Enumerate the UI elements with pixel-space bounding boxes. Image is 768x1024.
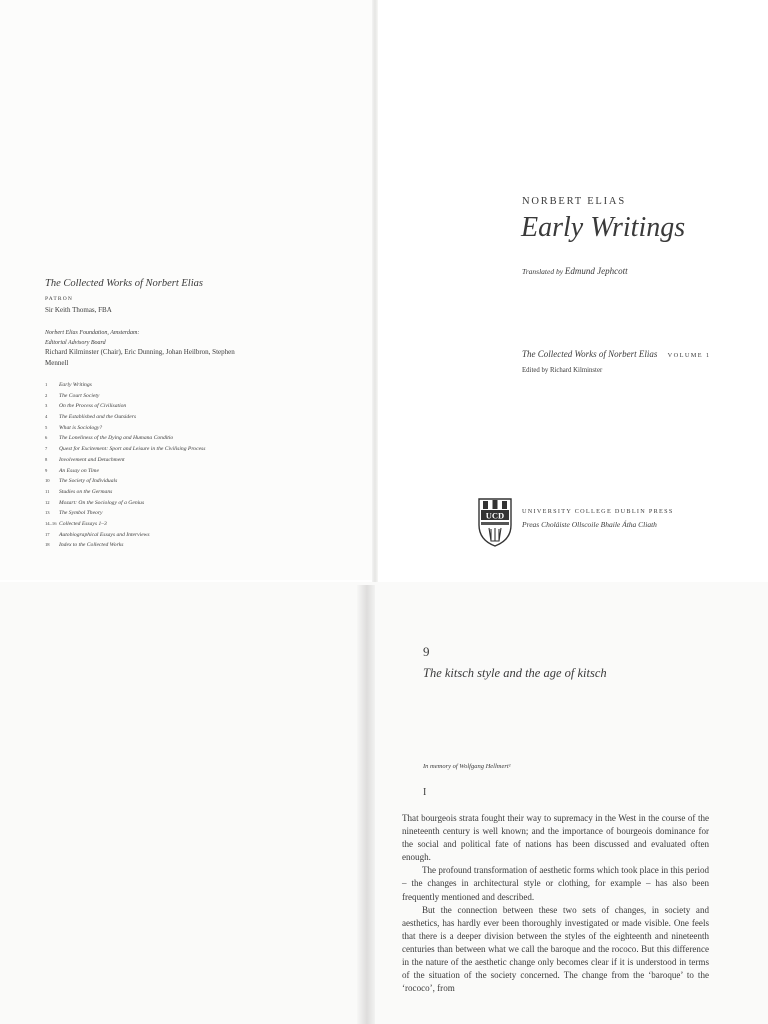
volume-list	[45, 380, 205, 551]
volume-item	[45, 476, 205, 487]
volume-item	[45, 391, 205, 402]
volume-number: 6	[45, 435, 48, 441]
body-text	[402, 812, 709, 995]
volume-title: Autobiographical Essays and Interviews	[59, 531, 150, 538]
volume-item	[45, 530, 205, 541]
volume-title: The Loneliness of the Dying and Humana Conditio	[59, 435, 174, 442]
volume-number: 18	[45, 542, 50, 548]
volume-title: What is Sociology?	[59, 424, 103, 431]
book-title: Early Writings	[521, 212, 686, 243]
series-name: The Collected Works of Norbert Elias	[522, 349, 658, 359]
volume-title: Early Writings	[59, 382, 92, 388]
volume-number: 17	[45, 531, 50, 537]
press-name: UNIVERSITY COLLEGE DUBLIN PRESS	[522, 508, 674, 515]
translator-credit	[522, 266, 628, 276]
volume-item	[45, 433, 205, 444]
volume-number: 12	[45, 499, 50, 505]
translator-name: Edmund Jephcott	[564, 266, 628, 276]
section-number: I	[423, 787, 427, 798]
volume-title: Studies on the Germans	[59, 488, 113, 495]
patron-label: PATRON	[45, 296, 74, 302]
volume-item	[45, 412, 205, 423]
excerpt-gutter	[357, 585, 375, 1024]
volume-title: Index to the Collected Works	[59, 542, 124, 549]
volume-title: The Established and the Outsiders	[59, 414, 137, 421]
volume-item	[45, 380, 205, 391]
volume-title: The Symbol Theory	[59, 510, 103, 517]
volume-number: 2	[45, 392, 48, 398]
volume-item	[45, 423, 205, 434]
volume-label: VOLUME 1	[667, 352, 711, 359]
editor-credit: Edited by Richard Kilminster	[522, 367, 603, 374]
volume-item	[45, 519, 205, 530]
translated-by-label: Translated by	[522, 267, 564, 276]
advisory-board-label: Editorial Advisory Board	[45, 340, 106, 346]
volume-number: 14–16	[45, 520, 57, 526]
volume-title: The Court Society	[59, 392, 100, 399]
volume-title: Involvement and Detachment	[59, 456, 125, 463]
volume-item	[45, 498, 205, 509]
volume-item	[45, 401, 205, 412]
press-irish-name: Preas Choláiste Ollscoile Bhaile Átha Cliath	[522, 520, 657, 529]
chapter-number: 9	[423, 644, 430, 659]
left-page	[0, 0, 374, 580]
series-title: The Collected Works of Norbert Elias	[45, 278, 203, 289]
volume-number: 3	[45, 403, 48, 409]
paragraph: That bourgeois strata fought their way to supremacy in the West in the course of the nineteenth century is well known; and the importance of bourgeois dominance for the social and political fate of nations has been discussed and evaluated often enough.	[402, 813, 709, 863]
volume-number: 11	[45, 488, 50, 494]
volume-number: 8	[45, 456, 48, 462]
volume-number: 4	[45, 414, 48, 420]
volume-number: 5	[45, 424, 48, 430]
volume-item	[45, 455, 205, 466]
volume-number: 13	[45, 510, 50, 516]
volume-number: 7	[45, 446, 48, 452]
volume-title: Collected Essays 1–3	[59, 520, 107, 527]
foundation-heading	[45, 328, 139, 348]
crest-text: UCD	[485, 510, 505, 521]
paragraph: But the connection between these two sets of changes, in society and aesthetics, has hardly ever been thoroughly investigated or made visible. One feels that there is a deeper division between the styles of the eighteenth and nineteenth centuries than between what we call the baroque and the rococo. But this difference in the nature of the aesthetic change only becomes clear if it is understood in terms of the situation of the society concerned. The change from the ‘baroque’ to the ‘rococo’, from	[402, 904, 709, 994]
foundation-name: Norbert Elias Foundation, Amsterdam:	[45, 330, 140, 336]
author-name: NORBERT ELIAS	[522, 196, 626, 207]
volume-item	[45, 466, 205, 477]
chapter-title: The kitsch style and the age of kitsch	[423, 666, 607, 680]
patron-name: Sir Keith Thomas, FBA	[45, 306, 112, 314]
series-line	[522, 349, 711, 359]
volume-item	[45, 444, 205, 455]
volume-number: 1	[45, 382, 48, 387]
paragraph: The profound transformation of aesthetic forms which took place in this period – the changes in architectural style or clothing, for example – has also been frequently mentioned and described.	[402, 865, 709, 902]
volume-item	[45, 487, 205, 498]
volume-title: An Essay on Time	[59, 467, 99, 474]
board-members: Richard Kilminster (Chair), Eric Dunning, Johan Heilbron, Stephen Mennell	[45, 348, 235, 367]
dedication: In memory of Wolfgang Hellmert¹	[423, 763, 511, 770]
volume-number: 10	[45, 478, 50, 484]
volume-title: Mozart: On the Sociology of a Genius	[59, 499, 145, 506]
volume-title: The Society of Individuals	[59, 478, 118, 485]
volume-title: Quest for Excitement: Sport and Leisure in the Civilising Process	[59, 446, 206, 453]
volume-item	[45, 508, 205, 519]
volume-item	[45, 540, 205, 551]
volume-title: On the Process of Civilisation	[59, 403, 127, 410]
ucd-crest-logo	[477, 495, 513, 547]
volume-number: 9	[45, 467, 48, 473]
